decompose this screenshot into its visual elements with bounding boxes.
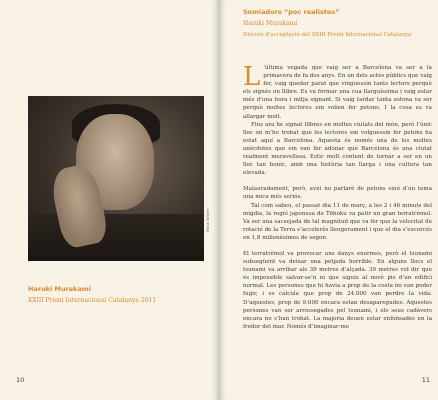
speech-body [243, 64, 432, 331]
speech-title: Somiadors “poc realistes” [243, 8, 340, 16]
speech-author: Haruki Murakami [243, 20, 298, 27]
photo-shirt [28, 214, 204, 261]
caption-prize: XXIII Premi Internacional Catalunya 2011 [28, 297, 157, 304]
paragraph-5: El terratrèmol va provocar uns danys enormes, però el tsunami subsegüent va deixar una petjada horrible. En alguns llocs el tsunami va arribar als 39 metres d’alçada. 39 metres vol dir que és impossible salvar-se’n ni que siguis al novè pis d’un edifici normal. Les persones que hi havia a prop de la costa no van poder fugir, i es calcula que prop de 24.000 van perdre la vida. D’aquestes, prop de 9.000 encara estan desaparegudes. Aquestes persones van ser arrossegades pel tsunami, i els seus cadàvers encara no s’han trobat. La majoria deuen estar enfonsades en la fredor del mar. Només d’imaginar-me [243, 250, 432, 330]
speech-subtitle: Discurs d’acceptació del XXIII Premi Internacional Catalunya [243, 32, 412, 38]
dropcap: L [243, 62, 261, 92]
caption-name: Haruki Murakami [28, 285, 91, 293]
paragraph-1 [243, 64, 432, 121]
right-page [219, 0, 438, 400]
paragraph-4: Tal com sabeu, el passat dia 11 de març, a les 2 i 46 minuts del migdia, la regió japonesa de Tōhoku va patir un gran terratrèmol. Va ser una sacsejada de tal magnitud que va fer que la velocitat de rotació de la Terra s’accelerés lleugerament i que el dia s’escurcés en 1,8 milionèsimes de segon. [243, 202, 432, 241]
paragraph-3: Malauradament, però, avui no parlaré de petons sinó d’un tema una mica més seriós. [243, 186, 432, 201]
author-photo [28, 96, 204, 261]
page-number-left: 10 [16, 376, 25, 384]
page-number-right: 11 [421, 376, 430, 384]
photo-credit: Elena Seibert [206, 208, 210, 232]
paragraph-2: Fins ara he signat llibres en moltes ciutats del món, però l’únic lloc on m’he trobat que les lectores em volguessin fer petons ha estat aquí a Barcelona. Aquesta és només una de les moltes anècdotes que em van fer adonar que Barcelona és una ciutat realment meravellosa. Estic molt content de tornar a ser en un lloc tan bonic, amb una història tan llarga i una cultura tan elevada. [243, 121, 432, 177]
paragraph-1-text: ’última vegada que vaig ser a Barcelona va ser a la primavera de fa dos anys. En un dels actes públics que vaig fer, vaig quedar parat que vinguessin tants lectors perquè els signés un llibre. Es va formar una cua llarguíssima i vaig estar més d’una hora i mitja signant. Si vaig tardar tanta estona va ser perquè moltes lectores em volien fer petons. I la cosa es va allargar molt. [243, 65, 432, 120]
